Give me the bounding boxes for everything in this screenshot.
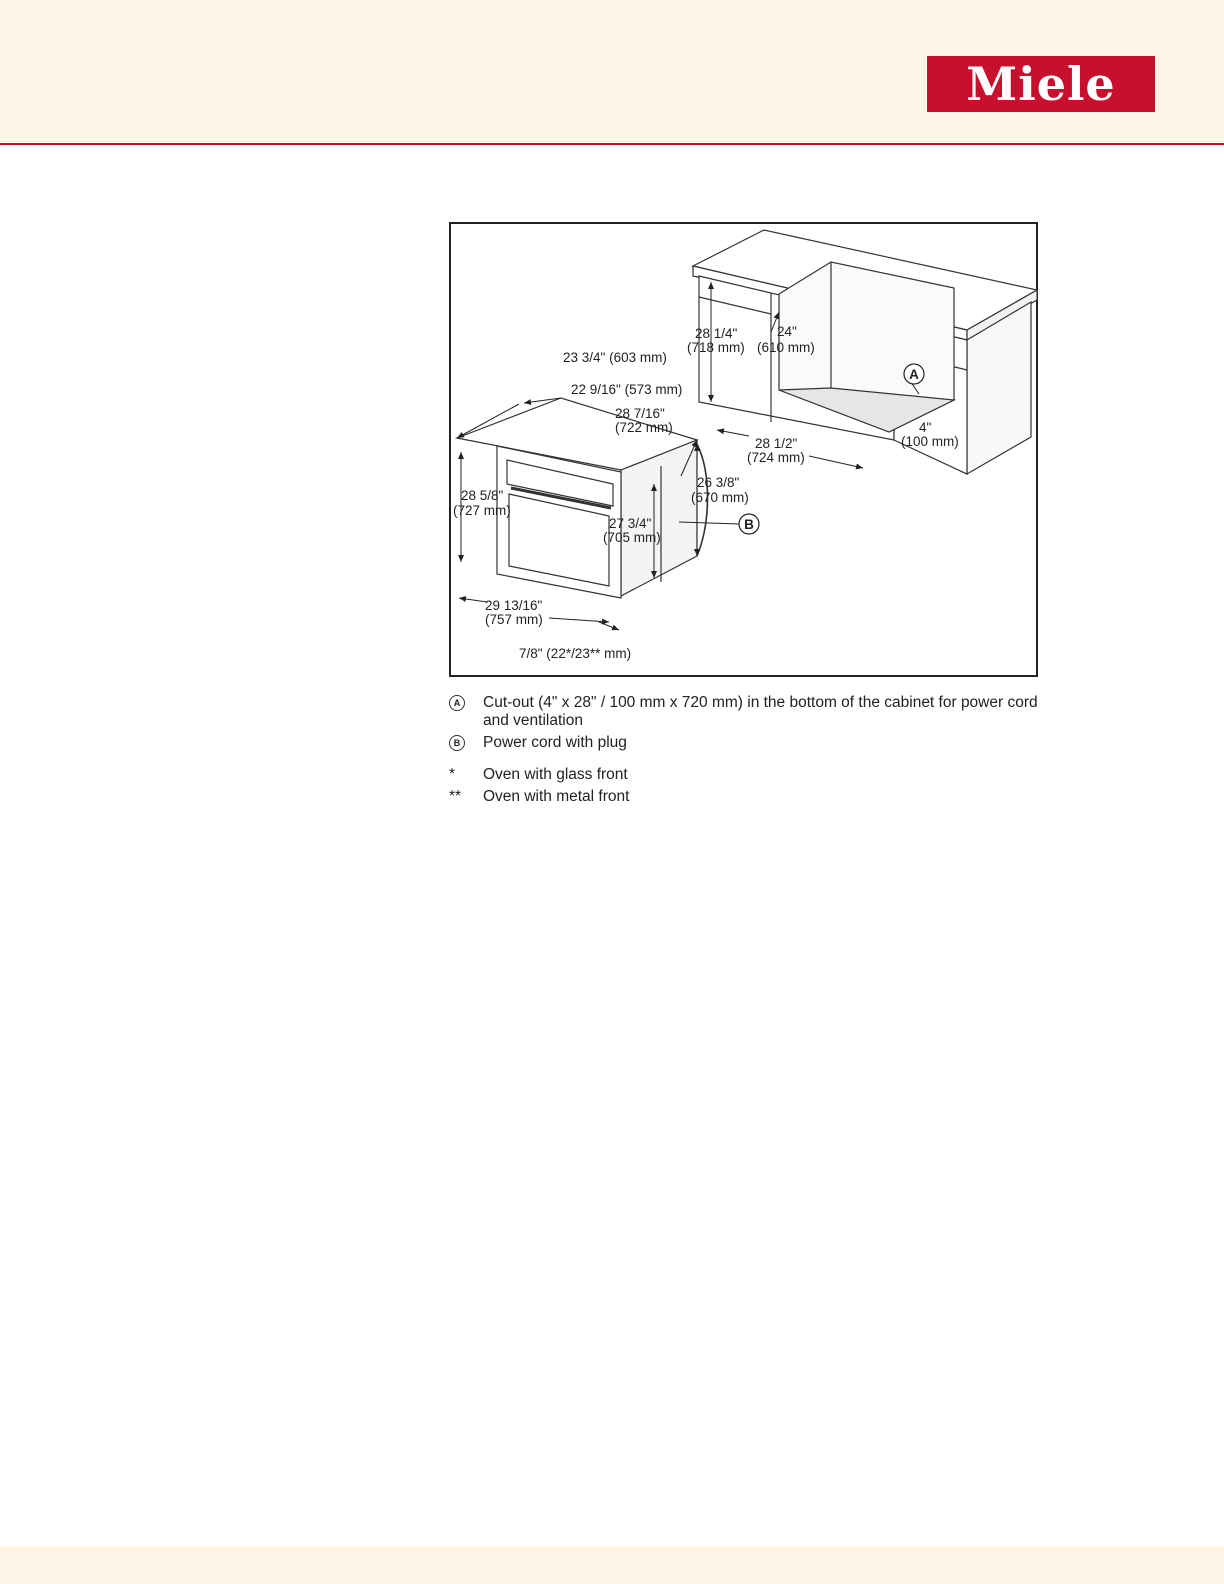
legend-text-a: Cut-out (4" x 28" / 100 mm x 720 mm) in the bottom of the cabinet for power cord and ventilation [483, 694, 1038, 729]
cab-width-in-label: 28 1/2" [755, 436, 798, 451]
front-width-mm-label: (757 mm) [485, 612, 543, 627]
legend-text-b: Power cord with plug [483, 734, 627, 751]
front-height-in-label: 28 5/8" [461, 488, 504, 503]
inner-height-mm-label: (705 mm) [603, 530, 661, 545]
front-height-mm-label: (727 mm) [453, 503, 511, 518]
body-depth-label: 22 9/16" (573 mm) [571, 382, 683, 397]
marker-b [739, 514, 759, 534]
note-text-metal: Oven with metal front [483, 788, 630, 805]
cab-height-in-label: 28 1/4" [695, 326, 738, 341]
cab-depth-mm-label: (610 mm) [757, 340, 815, 355]
cutout-in-label: 4" [919, 420, 932, 435]
cab-width-mm-label: (724 mm) [747, 450, 805, 465]
body-height-in-label: 26 3/8" [697, 475, 740, 490]
header-rule [0, 143, 1224, 145]
body-height-mm-label: (670 mm) [691, 490, 749, 505]
body-width-mm-label: (722 mm) [615, 420, 673, 435]
overall-depth-label: 23 3/4" (603 mm) [563, 350, 667, 365]
legend-note-glass [449, 766, 1049, 784]
legend-key-a: A [449, 695, 465, 711]
front-thickness-label: 7/8" (22*/23** mm) [519, 646, 632, 661]
note-key-double: ** [449, 788, 462, 805]
note-key-single: * [449, 766, 456, 783]
note-text-glass: Oven with glass front [483, 766, 628, 783]
brand-logo: Miele [927, 56, 1155, 112]
svg-text:A: A [909, 367, 919, 382]
cab-depth-in-label: 24" [777, 324, 797, 339]
legend-item-a [449, 694, 1049, 730]
front-width-in-label: 29 13/16" [485, 598, 543, 613]
body-width-in-label: 28 7/16" [615, 406, 665, 421]
diagram-legend [449, 694, 1049, 810]
legend-note-metal [449, 788, 1049, 806]
inner-height-in-label: 27 3/4" [609, 516, 652, 531]
cutout-mm-label: (100 mm) [901, 434, 959, 449]
installation-diagram [449, 222, 1039, 678]
legend-item-b [449, 734, 1049, 752]
cab-height-mm-label: (718 mm) [687, 340, 745, 355]
legend-key-b: B [449, 735, 465, 751]
marker-a [904, 364, 924, 384]
svg-text:B: B [744, 517, 754, 532]
footer-band [0, 1546, 1224, 1584]
